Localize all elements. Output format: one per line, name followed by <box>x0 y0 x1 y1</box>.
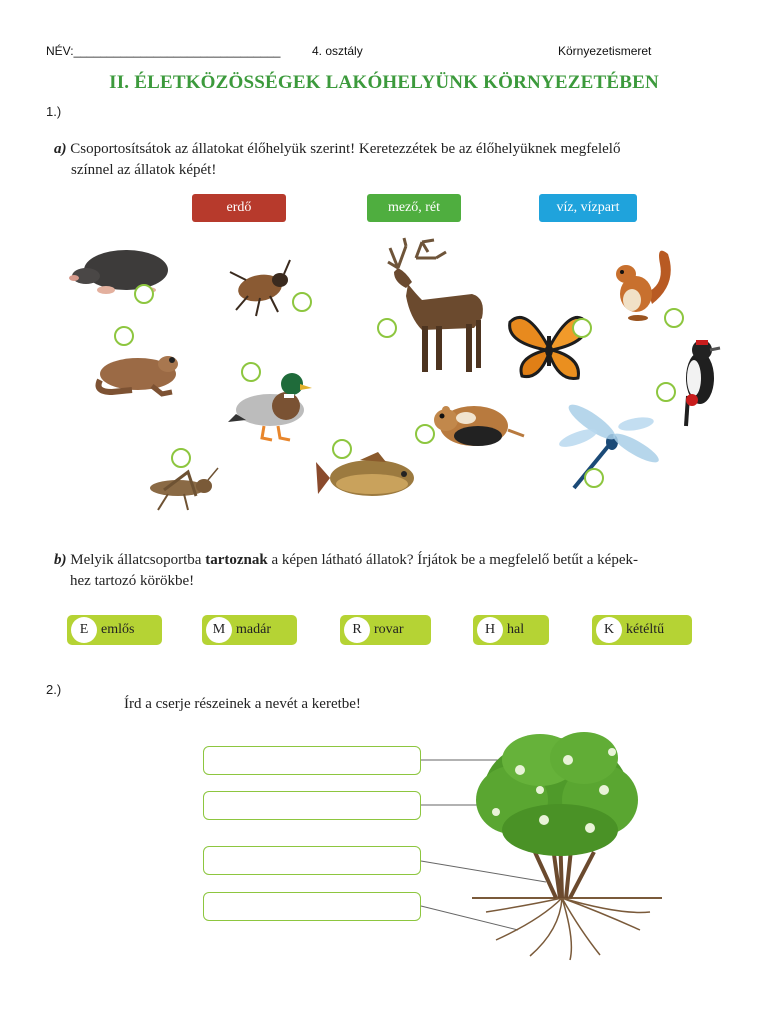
group-letter: E <box>71 617 97 643</box>
group-letter: H <box>477 617 503 643</box>
exercise-2-number: 2.) <box>46 682 62 697</box>
group-label: madár <box>236 622 271 637</box>
grade-label: 4. osztály <box>312 44 363 58</box>
part-b-text-bold: tartoznak <box>205 552 268 568</box>
part-b-line2: hez tartozó körökbe! <box>70 573 195 589</box>
group-label: hal <box>507 622 525 637</box>
group-letter: K <box>596 617 622 643</box>
exercise-2-instruction: Írd a cserje részeinek a nevét a keretbe! <box>124 696 361 712</box>
group-label: kétéltű <box>626 622 665 637</box>
page-title: II. ÉLETKÖZÖSSÉGEK LAKÓHELYÜNK KÖRNYEZETÉBEN <box>109 72 659 93</box>
exercise-1-number: 1.) <box>46 104 62 119</box>
group-label: rovar <box>374 622 404 637</box>
part-b-text-pre: Melyik állatcsoportba <box>70 552 202 568</box>
habitat-tag-forest: erdő <box>192 194 286 222</box>
part-a-line2: színnel az állatok képét! <box>71 162 217 178</box>
part-b-text-post: a képen látható állatok? Írjátok be a megfelelő betűt a képek- <box>271 552 638 568</box>
group-label: emlős <box>101 622 135 637</box>
subject-label: Környezetismeret <box>558 44 652 58</box>
group-letter: R <box>344 617 370 643</box>
part-a-label: a) <box>54 141 67 157</box>
shrub-crown-icon <box>476 732 638 856</box>
group-letter: M <box>206 617 232 643</box>
shrub-roots-icon <box>486 898 650 960</box>
leader-line-stems <box>421 861 546 882</box>
name-line[interactable]: NÉV:_______________________________ <box>46 44 281 58</box>
habitat-tag-meadow: mező, rét <box>367 194 461 222</box>
part-b-label: b) <box>54 552 67 568</box>
habitat-tag-water: víz, vízpart <box>539 194 637 222</box>
part-a-line1: Csoportosítsátok az állatokat élőhelyük szerint! Keretezzétek be az élőhelyüknek megfelelő <box>70 141 621 157</box>
